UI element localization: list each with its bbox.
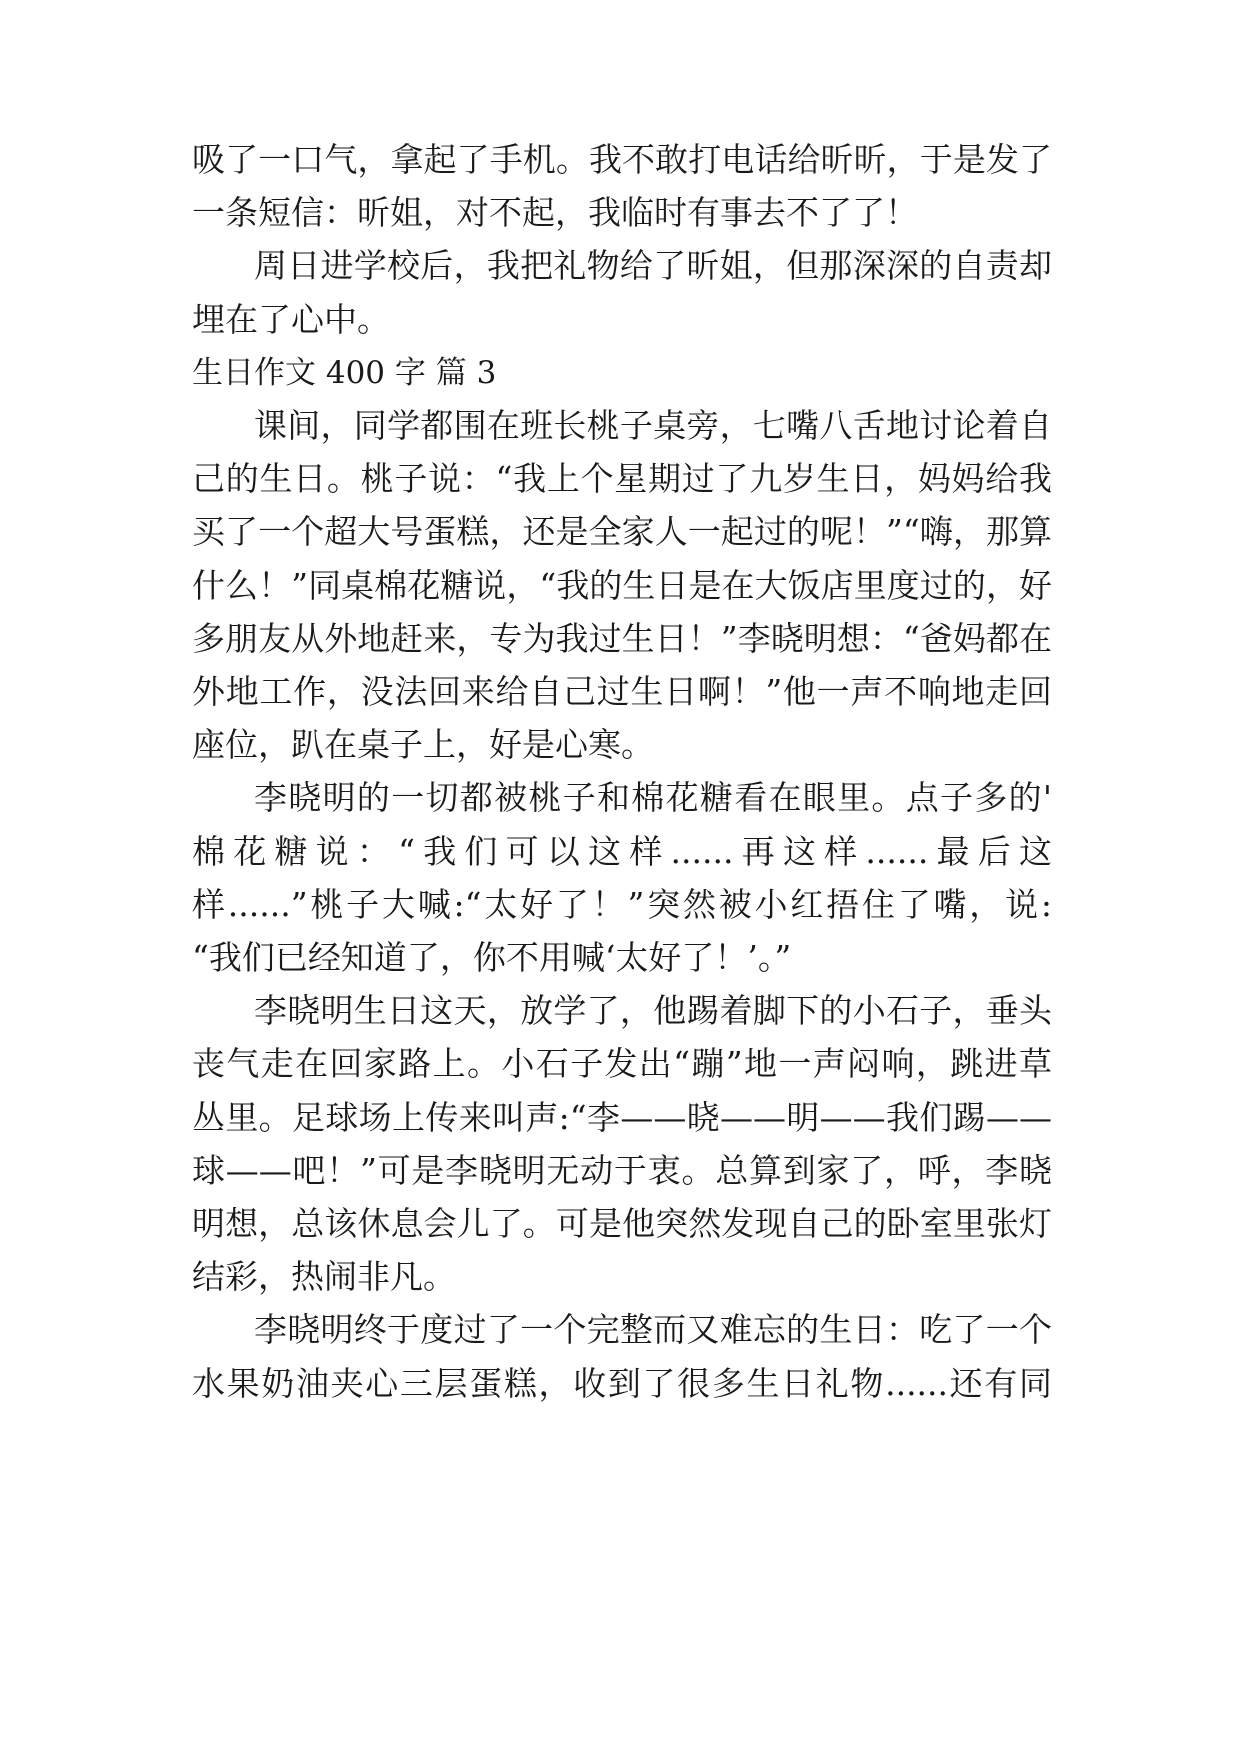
text-line: 买了一个超大号蛋糕，还是全家人一起过的呢！”“嗨，那算 (192, 512, 1052, 552)
text-line: 样......”桃子大喊:“太好了！”突然被小红捂住了嘴，说: (192, 884, 1052, 924)
text-line: 李晓明的一切都被桃子和棉花糖看在眼里。点子多的' (254, 778, 1052, 818)
text-line: 李晓明生日这天，放学了，他踢着脚下的小石子，垂头 (254, 991, 1052, 1031)
text-line: 丧气走在回家路上。小石子发出“蹦”地一声闷响，跳进草 (192, 1044, 1052, 1084)
text-line: 水果奶油夹心三层蛋糕，收到了很多生日礼物......还有同 (192, 1363, 1052, 1403)
text-line: 丛里。足球场上传来叫声:“李——晓——明——我们踢—— (192, 1097, 1052, 1137)
text-line: 棉花糖说：“我们可以这样......再这样......最后这 (192, 831, 1052, 871)
text-line: 课间，同学都围在班长桃子桌旁，七嘴八舌地讨论着自 (254, 406, 1052, 445)
text-line: 李晓明终于度过了一个完整而又难忘的生日：吃了一个 (254, 1310, 1052, 1350)
text-line: 什么！”同桌棉花糖说，“我的生日是在大饭店里度过的，好 (192, 565, 1052, 605)
text-line: 一条短信：昕姐，对不起，我临时有事去不了了！ (192, 193, 918, 233)
heading-text: 生日作文 400 字 篇 3 (192, 354, 497, 391)
text-line: 座位，趴在桌子上，好是心寒。 (192, 725, 654, 765)
text-line: 周日进学校后，我把礼物给了昕姐，但那深深的自责却 (254, 246, 1052, 286)
text-line: 球——吧！”可是李晓明无动于衷。总算到家了，呼，李晓 (192, 1150, 1052, 1190)
text-line: 埋在了心中。 (192, 299, 390, 339)
text-line: 结彩，热闹非凡。 (192, 1257, 456, 1297)
text-line: 多朋友从外地赶来，专为我过生日！”李晓明想：“爸妈都在 (192, 618, 1052, 658)
text-line: 己的生日。桃子说：“我上个星期过了九岁生日，妈妈给我 (192, 459, 1052, 499)
text-line: “我们已经知道了，你不用喊‘太好了！’。” (192, 938, 792, 977)
text-line: 外地工作，没法回来给自己过生日啊！”他一声不响地走回 (192, 672, 1052, 711)
text-line: 吸了一口气，拿起了手机。我不敢打电话给昕昕，于是发了 (192, 140, 1052, 179)
text-line: 明想，总该休息会儿了。可是他突然发现自己的卧室里张灯 (192, 1204, 1052, 1243)
